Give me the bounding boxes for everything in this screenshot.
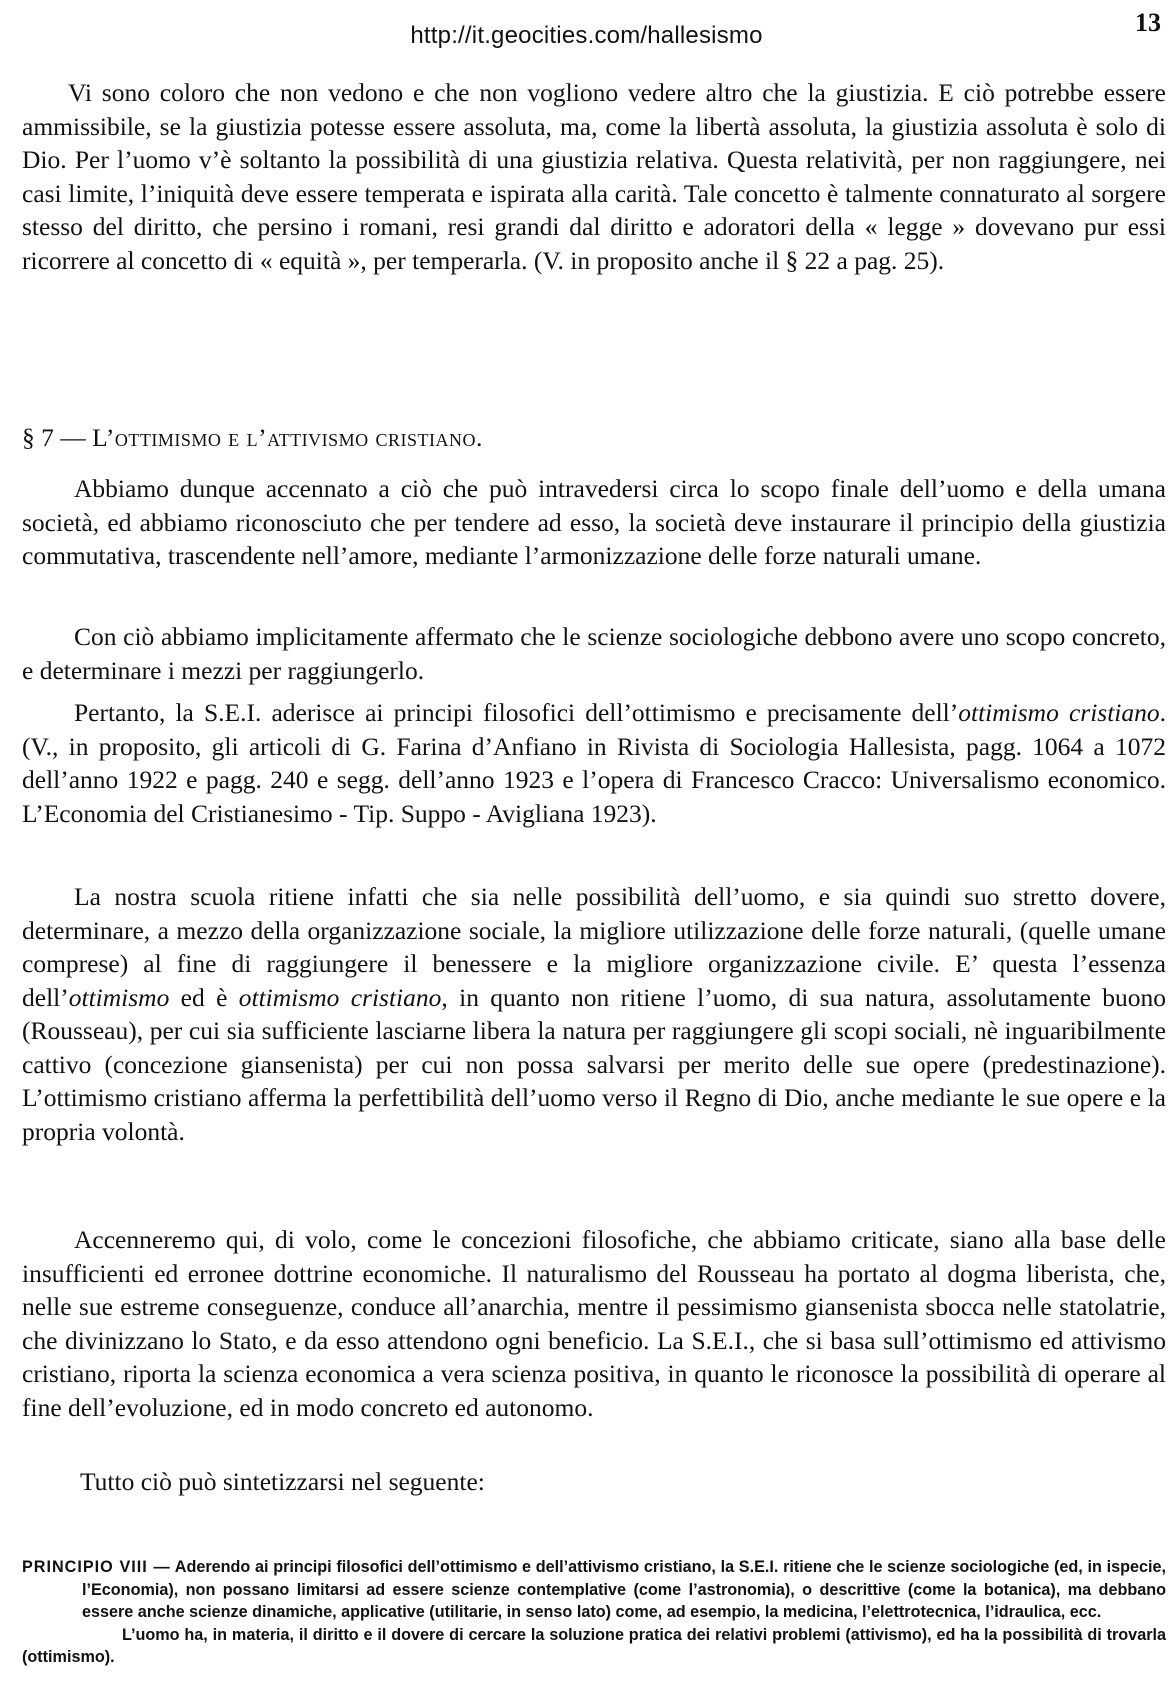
emphasis-text: ottimismo	[68, 982, 170, 1012]
text-run: ed è	[169, 982, 239, 1012]
emphasis-text: ottimismo cristiano	[238, 982, 442, 1012]
principle-paragraph: L’uomo ha, in materia, il diritto e il dovere di cercare la soluzione pratica dei relativi problemi (attivismo), ed ha la possibilità di trovarla (ottimismo).	[22, 1625, 1166, 1666]
principle-text: Aderendo ai principi filosofici dell’ottimismo e dell’attivismo cristiano, la S.E.I. ritiene che le scienze sociologiche (ed, in ispecie, l’Economia), non possano limitarsi ad essere scienze contemplative (come l’astronomia), o descrittive (come la botanica), ma debbano essere anche scienze dinamiche, applicative (utilitarie, in senso lato) come, ad esempio, la medicina, l’elettrotecnica, l’idraulica, ecc.	[82, 1558, 1166, 1621]
page-url[interactable]: http://it.geocities.com/hallesismo	[410, 22, 763, 49]
paragraph-concrete-purpose: Con ciò abbiamo implicitamente affermato che le scienze sociologiche debbono avere uno scopo concreto, e determinare i mezzi per raggiungerlo.	[22, 622, 1166, 685]
text-run: . (V., in proposito, gli articoli di G. Farina d’Anfiano in Rivista di Sociologia Hallesista, pagg. 1064 a 1072 dell’anno 1922 e pagg. 240 e segg. dell’anno 1923 e l’opera di Francesco Cracco: Universalismo economico. L’Economia del Cristianesimo - Tip. Suppo - Avigliana 1923).	[22, 698, 1166, 828]
paragraph-christian-optimism	[22, 696, 1166, 830]
section-title: L’ottimismo e l’attivismo cristiano.	[92, 423, 483, 452]
paragraph-school-position	[22, 880, 1166, 1148]
text-run: La nostra scuola ritiene infatti che sia nelle possibilità dell’uomo, e sia quindi suo stretto dovere, determinare, a mezzo della organizzazione sociale, la migliore utilizzazione delle forze naturali, (quelle umane comprese) al fine di raggiungere il benessere e la migliore organizzazione civile. E’ questa l’essenza dell’	[22, 882, 1166, 1012]
principle-label: PRINCIPIO VIII —	[22, 1558, 171, 1576]
paragraph-justice: Vi sono coloro che non vedono e che non vogliono vedere altro che la giustizia. E ciò potrebbe essere ammissibile, se la giustizia potesse essere assoluta, ma, come la libertà assoluta, la giustizia assoluta è solo di Dio. Per l’uomo v’è soltanto la possibilità di una giustizia relativa. Questa relatività, per non raggiungere, nei casi limite, l’iniquità deve essere temperata e ispirata alla carità. Tale concetto è talmente connaturato al sorgere stesso del diritto, che persino i romani, resi grandi dal diritto e adoratori della « legge » dovevano pur essi ricorrere al concetto di « equità », per temperarla. (V. in proposito anche il § 22 a pag. 25).	[22, 78, 1166, 275]
principle-box	[22, 1556, 1166, 1669]
emphasis-text: ottimismo cristiano	[958, 698, 1160, 727]
paragraph-summary-intro: Tutto ciò può sintetizzarsi nel seguente:	[80, 1467, 485, 1496]
principle-paragraph	[22, 1556, 1166, 1624]
text-run: Pertanto, la S.E.I. aderisce ai principi filosofici dell’ottimismo e precisamente dell’	[74, 698, 959, 727]
section-number: § 7 —	[22, 423, 86, 452]
paragraph-economic-doctrines: Accenneremo qui, di volo, come le concezioni filosofiche, che abbiamo criticate, siano alla base delle insufficienti ed erronee dottrine economiche. Il naturalismo del Rousseau ha portato al dogma liberista, che, nelle sue estreme conseguenze, conduce all’anarchia, mentre il pessimismo giansenista sbocca nelle statolatrie, che divinizzano lo Stato, e da esso attendono ogni beneficio. La S.E.I., che si basa sull’ottimismo ed attivismo cristiano, riporta la scienza economica a vera scienza positiva, in quanto le riconosce la possibilità di operare al fine dell’evoluzione, ed in modo concreto ed autonomo.	[22, 1225, 1166, 1422]
text-run: , in quanto non ritiene l’uomo, di sua natura, assolutamente buono (Rousseau), per cui sia sufficiente lasciarne libera la natura per raggiungere gli scopi sociali, nè inguaribilmente cattivo (concezione giansenista) per cui non possa salvarsi per merito delle sue opere (predestinazione). L’ottimismo cristiano afferma la perfettibilità dell’uomo verso il Regno di Dio, anche mediante le sue opere e la propria volontà.	[22, 982, 1167, 1146]
section-heading	[22, 421, 483, 454]
paragraph-final-purpose: Abbiamo dunque accennato a ciò che può intravedersi circa lo scopo finale dell’uomo e della umana società, ed abbiamo riconosciuto che per tendere ad esso, la società deve instaurare il principio della giustizia commutativa, trascendente nell’amore, mediante l’armonizzazione delle forze naturali umane.	[22, 474, 1166, 570]
page-number: 13	[1135, 8, 1161, 37]
